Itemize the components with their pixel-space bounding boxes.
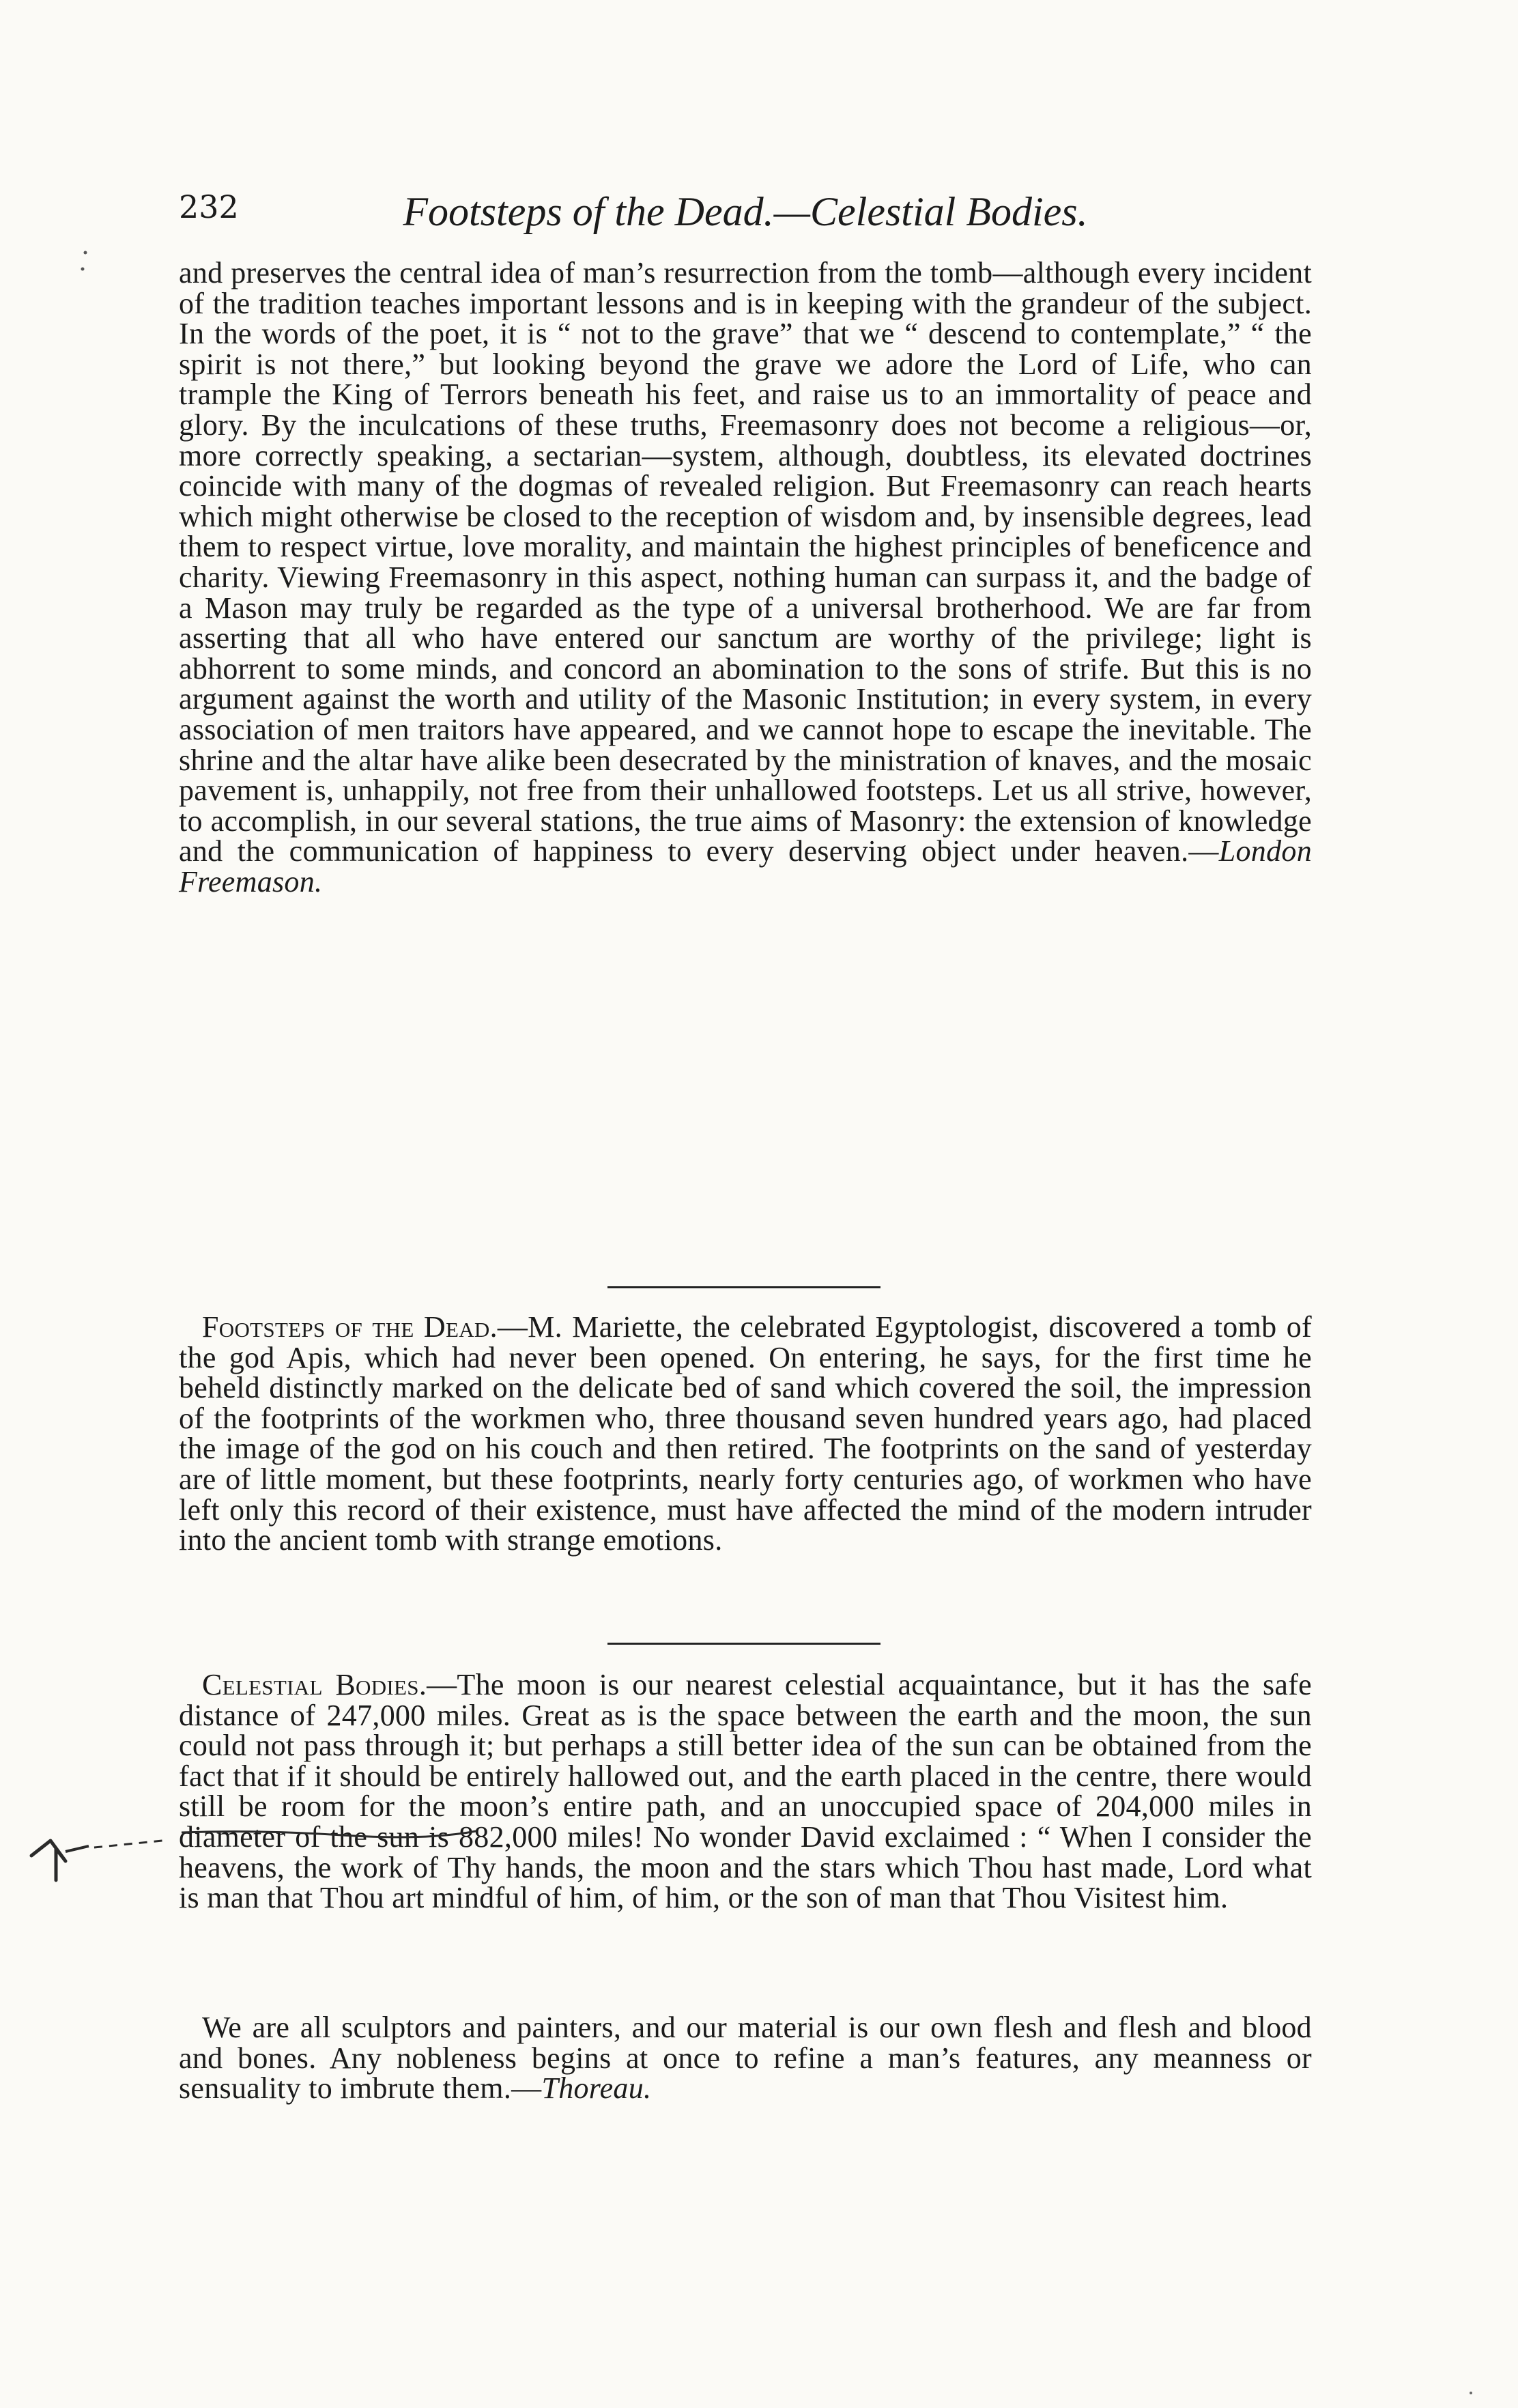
speck-mark-icon bbox=[1467, 2390, 1474, 2396]
article-thoreau-source: Thoreau. bbox=[541, 2071, 652, 2106]
handwritten-annotation-icon bbox=[26, 1828, 169, 1890]
article-thoreau-text: We are all sculptors and painters, and our material is our own flesh and flesh and blood and bones. Any nobleness begins at once to refine a man’s features, any meanness or sensuality to imbrute them.— bbox=[179, 2011, 1312, 2106]
article-freemasonry bbox=[179, 258, 1312, 897]
article-thoreau bbox=[179, 2013, 1312, 2104]
article-freemasonry-source: London Freemason. bbox=[179, 834, 1312, 898]
article-footsteps-heading: Footsteps of the Dead. bbox=[202, 1310, 498, 1344]
article-footsteps-text: —M. Mariette, the celebrated Egyptologist, discovered a tomb of the god Apis, which had never been opened. On entering, he says, for the first time he beheld distinctly marked on the delicate bed of sand which covered the soil, the impression of the footprints of the workmen who, three thousand seven hundred years ago, had placed the image of the god on his couch and then retired. The footprints on the sand of yesterday are of little moment, but these footprints, nearly forty centuries ago, of workmen who have left only this record of their existence, must have affected the mind of the modern intruder into the ancient tomb with strange emotions. bbox=[179, 1310, 1312, 1557]
article-celestial-heading: Celestial Bodies. bbox=[202, 1668, 427, 1701]
margin-mark-icon bbox=[76, 249, 94, 279]
strikethrough-mark-icon bbox=[179, 1816, 479, 1843]
section-divider bbox=[607, 1643, 880, 1645]
article-celestial bbox=[179, 1670, 1312, 1914]
article-footsteps bbox=[179, 1312, 1312, 1556]
article-freemasonry-text: and preserves the central idea of man’s resurrection from the tomb—although every incident of the tradition teaches important lessons and is in keeping with the grandeur of the subject. In the words of the poet, it is “ not to the grave” that we “ descend to contemplate,” “ the spirit is not there,” but looking beyond the grave we adore the Lord of Life, who can trample the King of Terrors beneath his feet, and raise us to an immortality of peace and glory. By the inculcations of these truths, Freemasonry does not become a religious—or, more correctly speaking, a sectarian—system, although, doubtless, its elevated doctrines coincide with many of the dogmas of revealed religion. But Freemasonry can reach hearts which might otherwise be closed to the reception of wisdom and, by insensible degrees, lead them to respect virtue, love morality, and maintain the highest principles of beneficence and charity. Viewing Freemasonry in this aspect, nothing human can surpass it, and the badge of a Mason may truly be regarded as the type of a universal brotherhood. We are far from asserting that all who have entered our sanctum are worthy of the privilege; light is abhorrent to some minds, and concord an abomination to the sons of strife. But this is no argument against the worth and utility of the Masonic Institution; in every system, in every association of men traitors have appeared, and we cannot hope to escape the inevitable. The shrine and the altar have alike been desecrated by the ministration of knaves, and the mosaic pavement is, unhappily, not free from their unhallowed footsteps. Let us all strive, however, to accomplish, in our several stations, the true aims of Masonry: the extension of knowledge and the communication of happiness to every deserving object under heaven.— bbox=[179, 256, 1312, 868]
running-title: Footsteps of the Dead.—Celestial Bodies. bbox=[403, 189, 1088, 234]
page-number: 232 bbox=[179, 188, 239, 225]
article-celestial-text: —The moon is our nearest celestial acquaintance, but it has the safe distance of 247,000 miles. Great as is the space between the earth and the moon, the sun could not pass through it; but perhaps a still better idea of the sun can be obtained from the fact that if it should be entirely hallowed out, and the earth placed in the centre, there would still be room for the moon’s entire path, and an unoccupied space of 204,000 miles in diameter of the sun is 882,000 miles! No wonder David exclaimed : “ When I consider the heavens, the work of Thy hands, the moon and the stars which Thou hast made, Lord what is man that Thou art mindful of him, of him, or the son of man that Thou Visitest him. bbox=[179, 1668, 1313, 1915]
section-divider bbox=[607, 1286, 880, 1288]
page-header bbox=[179, 188, 1312, 236]
